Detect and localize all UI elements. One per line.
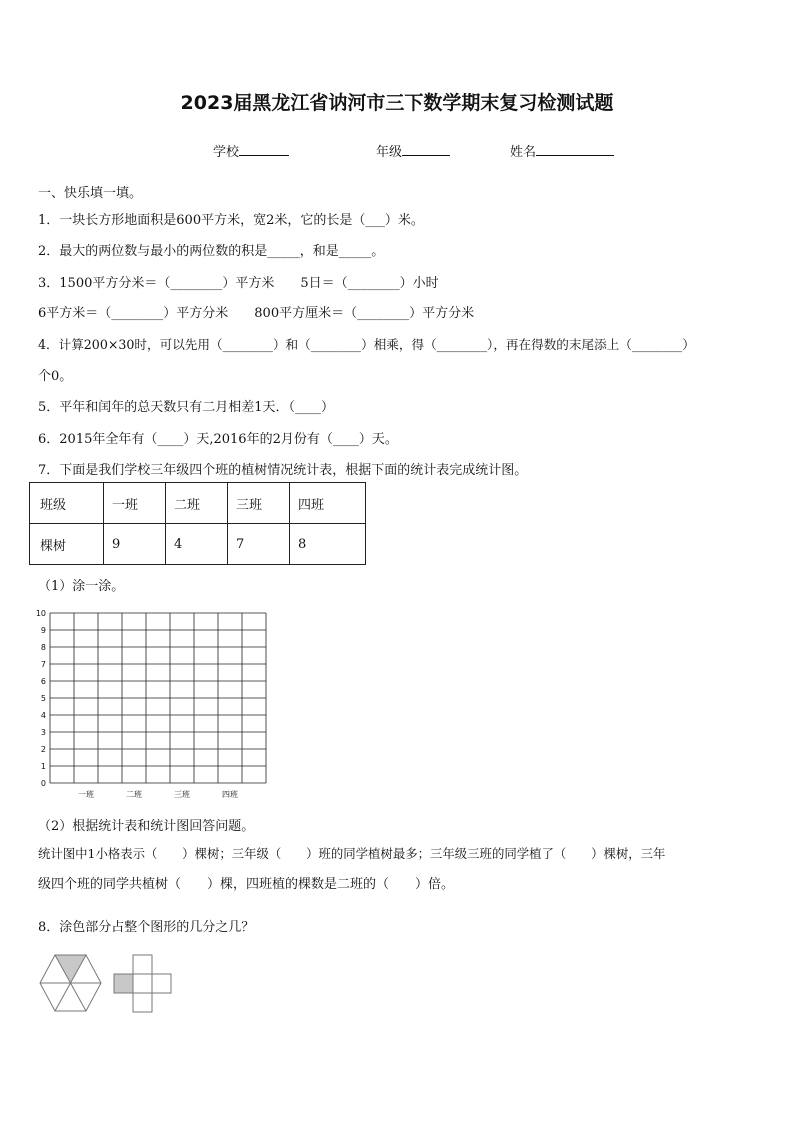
question-7-part-1: （1）涂一涂。 [38,579,125,594]
section-heading: 一、快乐填一填。 [38,186,143,201]
table-cell: 4 [166,524,228,565]
question-3b: 6平方米＝（________）平方分米 800平方厘米＝（________）平方分米 [38,306,475,321]
table-row [30,483,366,524]
table-cell: 9 [104,524,166,565]
question-4b: 个0。 [38,369,73,384]
table-cell: 二班 [166,483,228,524]
y-tick-label: 1 [40,762,46,771]
y-tick-label: 0 [40,779,46,788]
y-tick-label: 8 [40,643,46,652]
question-4a: 4．计算200×30时，可以先用（________）和（________）相乘，得（________），再在得数的末尾添上（________） [38,337,695,352]
question-7-part-2-text-b: 级四个班的同学共植树（ ）棵，四班植的棵数是二班的（ ）倍。 [38,877,455,892]
student-info-row [213,141,289,160]
question-3a: 3．1500平方分米＝（________）平方米 5日＝（________）小时 [38,276,439,291]
question-7-part-2-text-a: 统计图中1小格表示（ ）棵树；三年级（ ）班的同学植树最多；三年级三班的同学植了（ ）棵树，三年 [38,846,666,861]
grade-label: 年级 [376,145,403,160]
y-tick-label: 2 [40,745,46,754]
blank-bar-chart-grid[interactable] [30,605,280,805]
grade-blank [402,142,450,156]
question-1: 1．一块长方形地面积是600平方米，宽2米，它的长是（___）米。 [38,213,424,228]
question-6: 6．2015年全年有（____）天,2016年的2月份有（____）天。 [38,432,398,447]
table-row [30,524,366,565]
table-cell: 棵树 [30,524,104,565]
shaded-cross-figure [112,954,174,1018]
name-blank [536,142,614,156]
y-tick-label: 6 [40,677,46,686]
y-tick-label: 5 [40,694,46,703]
x-tick-label: 一班 [78,790,94,799]
y-tick-label: 9 [40,626,46,635]
table-cell: 三班 [228,483,290,524]
name-label: 姓名 [510,145,537,160]
name-field [510,141,614,160]
x-tick-label: 四班 [222,790,238,799]
question-7-part-2: （2）根据统计表和统计图回答问题。 [38,819,255,834]
school-blank [239,142,289,156]
x-tick-label: 三班 [174,790,190,799]
table-cell: 7 [228,524,290,565]
table-cell: 一班 [104,483,166,524]
school-label: 学校 [213,145,240,160]
page-title: 2023届黑龙江省讷河市三下数学期末复习检测试题 [180,92,614,114]
table-cell: 四班 [290,483,366,524]
x-tick-label: 二班 [126,790,142,799]
question-5: 5．平年和闰年的总天数只有二月相差1天．（____） [38,400,335,415]
y-tick-label: 10 [35,609,46,618]
table-cell: 班级 [30,483,104,524]
grade-field [376,141,450,160]
question-2: 2．最大的两位数与最小的两位数的积是_____，和是_____。 [38,244,385,259]
question-8: 8．涂色部分占整个图形的几分之几？ [38,920,255,935]
stat-table [29,482,366,565]
y-tick-label: 4 [40,711,46,720]
question-7: 7．下面是我们学校三年级四个班的植树情况统计表，根据下面的统计表完成统计图。 [38,463,528,478]
y-tick-label: 3 [40,728,46,737]
shaded-hexagon-figure [38,952,104,1014]
y-tick-label: 7 [40,660,46,669]
table-cell: 8 [290,524,366,565]
